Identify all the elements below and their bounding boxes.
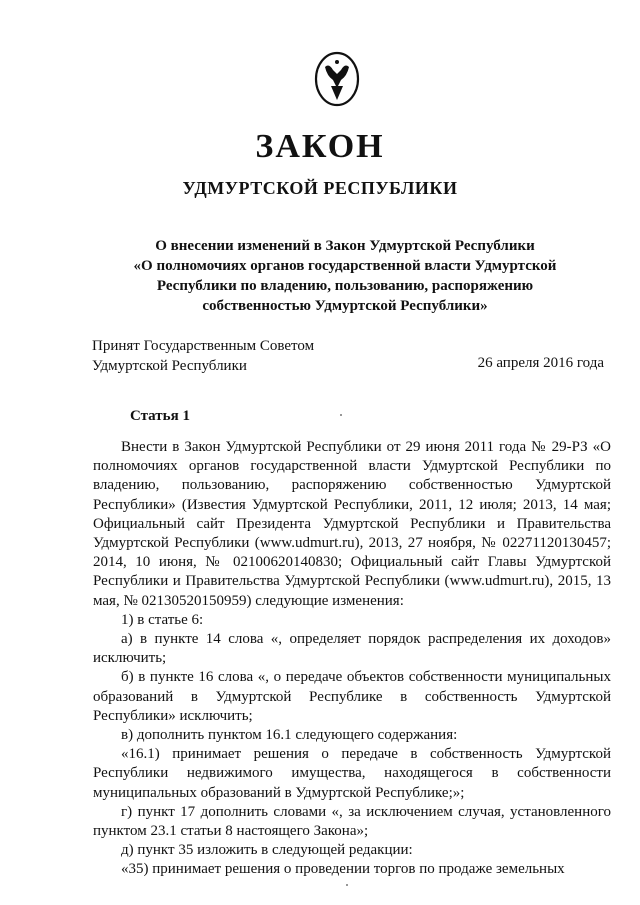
article-paragraph: б) в пункте 16 слова «, о передаче объектов собственности муниципальных образований в Удмуртской Республике в собственность Удмуртской Республики» исключить;: [93, 669, 611, 724]
article-paragraph: д) пункт 35 изложить в следующей редакции:: [121, 842, 413, 859]
article-heading: Статья 1: [130, 408, 190, 424]
emblem-icon: [303, 50, 371, 108]
adoption-info: [92, 336, 314, 376]
law-name-line: Республики по владению, пользованию, распоряжению: [156, 278, 534, 294]
article-paragraph: г) пункт 17 дополнить словами «, за исключением случая, установленного пунктом 23.1 статьи 8 настоящего Закона»;: [93, 803, 611, 840]
law-name-line: собственностью Удмуртской Республики»: [202, 298, 488, 314]
law-name-line: О внесении изменений в Закон Удмуртской Республики: [155, 238, 535, 254]
law-name: [110, 236, 580, 316]
scan-speck: [346, 884, 348, 886]
adoption-line: Принят Государственным Советом: [92, 338, 315, 354]
article-paragraph: «35) принимает решения о проведении торгов по продаже земельных: [121, 861, 565, 878]
article-body: [93, 438, 611, 880]
adoption-date: 26 апреля 2016 года: [477, 355, 604, 371]
article-paragraph: 1) в статье 6:: [121, 611, 204, 628]
document-subtitle: УДМУРТСКОЙ РЕСПУБЛИКИ: [182, 178, 458, 198]
article-paragraph: «16.1) принимает решения о передаче в собственность Удмуртской Республики недвижимого имущества, находящегося в собственности муниципальных образований в Удмуртской Республике;»;: [93, 746, 611, 801]
document-title: ЗАКОН: [255, 128, 385, 165]
adoption-line: Удмуртской Республики: [92, 358, 247, 374]
article-paragraph: Внести в Закон Удмуртской Республики от 29 июня 2011 года № 29-РЗ «О полномочиях органов государственной власти Удмуртской Республики по владению, пользованию, распоряжению собственностью Удмуртской Республики» (Известия Удмуртской Республики, 2011, 12 июля; 2013, 14 мая; Официальный сайт Президента Удмуртской Республики и Правительства Удмуртской Республики (www.udmurt.ru), 2013, 27 ноября, № 02271120130457; 2014, 10 июня, № 02100620140830; Официальный сайт Главы Удмуртской Республики и Правительства Удмуртской Республики (www.udmurt.ru), 2015, 13 мая, № 02130520150959) следующие изменения:: [93, 439, 611, 609]
scan-speck: [340, 414, 342, 416]
article-paragraph: в) дополнить пунктом 16.1 следующего содержания:: [121, 727, 458, 744]
article-paragraph: а) в пункте 14 слова «, определяет порядок распределения их доходов» исключить;: [93, 631, 611, 667]
law-name-line: «О полномочиях органов государственной власти Удмуртской: [133, 258, 557, 274]
